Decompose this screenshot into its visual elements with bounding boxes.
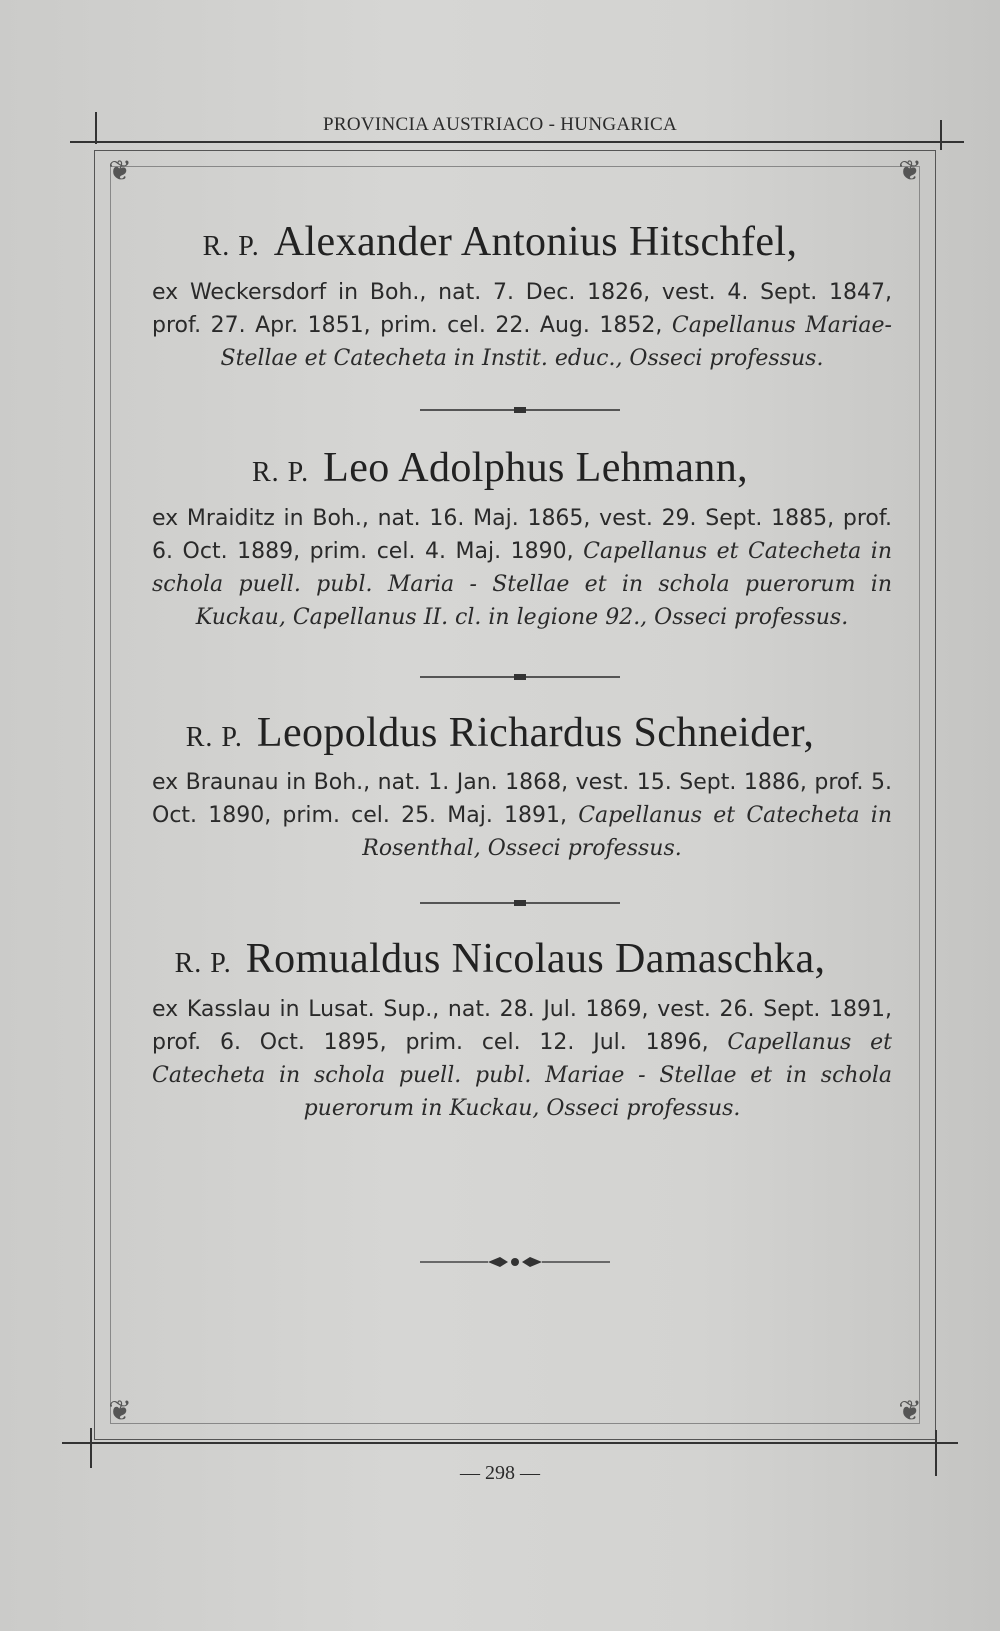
entry-bio-plain: ex Braunau in Boh., nat. 1. Jan. 1868, vest. 15. Sept. 1886, prof. 5. Oct. 1890, prim. cel. 25. Maj. 1891,	[152, 770, 892, 828]
corner-ornament-icon: ❦	[108, 156, 132, 187]
entry	[0, 218, 1000, 266]
entry-bio	[152, 766, 892, 865]
entry	[0, 444, 1000, 492]
header-rule-tick-right	[940, 120, 942, 150]
separator-dot	[514, 900, 526, 906]
entry-prefix: R. P.	[202, 231, 260, 262]
entry-name: Romualdus Nicolaus Damaschka,	[245, 936, 826, 982]
page-number: — 298 —	[460, 1462, 540, 1484]
entry-bio-plain: ex Mraiditz in Boh., nat. 16. Maj. 1865, vest. 29. Sept. 1885, prof. 6. Oct. 1889, prim. cel. 4. Maj. 1890,	[152, 506, 892, 564]
entry-bio-plain: ex Weckersdorf in Boh., nat. 7. Dec. 1826, vest. 4. Sept. 1847, prof. 27. Apr. 1851, prim. cel. 22. Aug. 1852,	[152, 280, 892, 338]
header-rule-tick-left	[95, 112, 97, 144]
end-ornament-center	[511, 1258, 519, 1266]
corner-ornament-icon: ❦	[898, 156, 922, 187]
entry-bio-italic: Capellanus et Catecheta in Rosenthal, Osseci professus.	[362, 803, 892, 861]
footer-rule	[62, 1442, 958, 1444]
entry-heading	[0, 218, 1000, 266]
end-ornament-leaf-right	[522, 1257, 542, 1267]
entry	[0, 709, 1000, 757]
separator-dot	[514, 674, 526, 680]
header-rule	[70, 141, 964, 143]
entry-heading	[0, 709, 1000, 757]
entry-name: Alexander Antonius Hitschfel,	[273, 219, 798, 265]
entry-prefix: R. P.	[174, 948, 232, 979]
corner-ornament-icon: ❦	[108, 1396, 132, 1427]
entry-prefix: R. P.	[252, 457, 310, 488]
entry-bio-italic: Capellanus et Catecheta in schola puell. publ. Mariae - Stellae et in schola puerorum in Kuckau, Osseci professus.	[152, 1030, 892, 1121]
entry-prefix: R. P.	[185, 722, 243, 753]
entry-name: Leopoldus Richardus Schneider,	[256, 710, 815, 756]
entry-bio-plain: ex Kasslau in Lusat. Sup., nat. 28. Jul. 1869, vest. 26. Sept. 1891, prof. 6. Oct. 1895, prim. cel. 12. Jul. 1896,	[152, 997, 892, 1055]
entry	[0, 935, 1000, 983]
end-ornament-leaf-left	[488, 1257, 508, 1267]
entry-bio	[152, 993, 892, 1125]
entry-bio	[152, 276, 892, 375]
entry-bio	[152, 502, 892, 634]
corner-ornament-icon: ❦	[898, 1396, 922, 1427]
end-ornament	[420, 1255, 610, 1269]
entry-bio-italic: Capellanus Mariae-Stellae et Catecheta in Instit. educ., Osseci professus.	[220, 313, 892, 371]
entry-heading	[0, 444, 1000, 492]
entry-bio-italic: Capellanus et Catecheta in schola puell. publ. Maria - Stellae et in schola puerorum in Kuckau, Capellanus II. cl. in legione 92., Osseci professus.	[152, 539, 892, 630]
entry-heading	[0, 935, 1000, 983]
entry-name: Leo Adolphus Lehmann,	[323, 445, 748, 491]
running-head: PROVINCIA AUSTRIACO - HUNGARICA	[323, 114, 677, 135]
separator-dot	[514, 407, 526, 413]
